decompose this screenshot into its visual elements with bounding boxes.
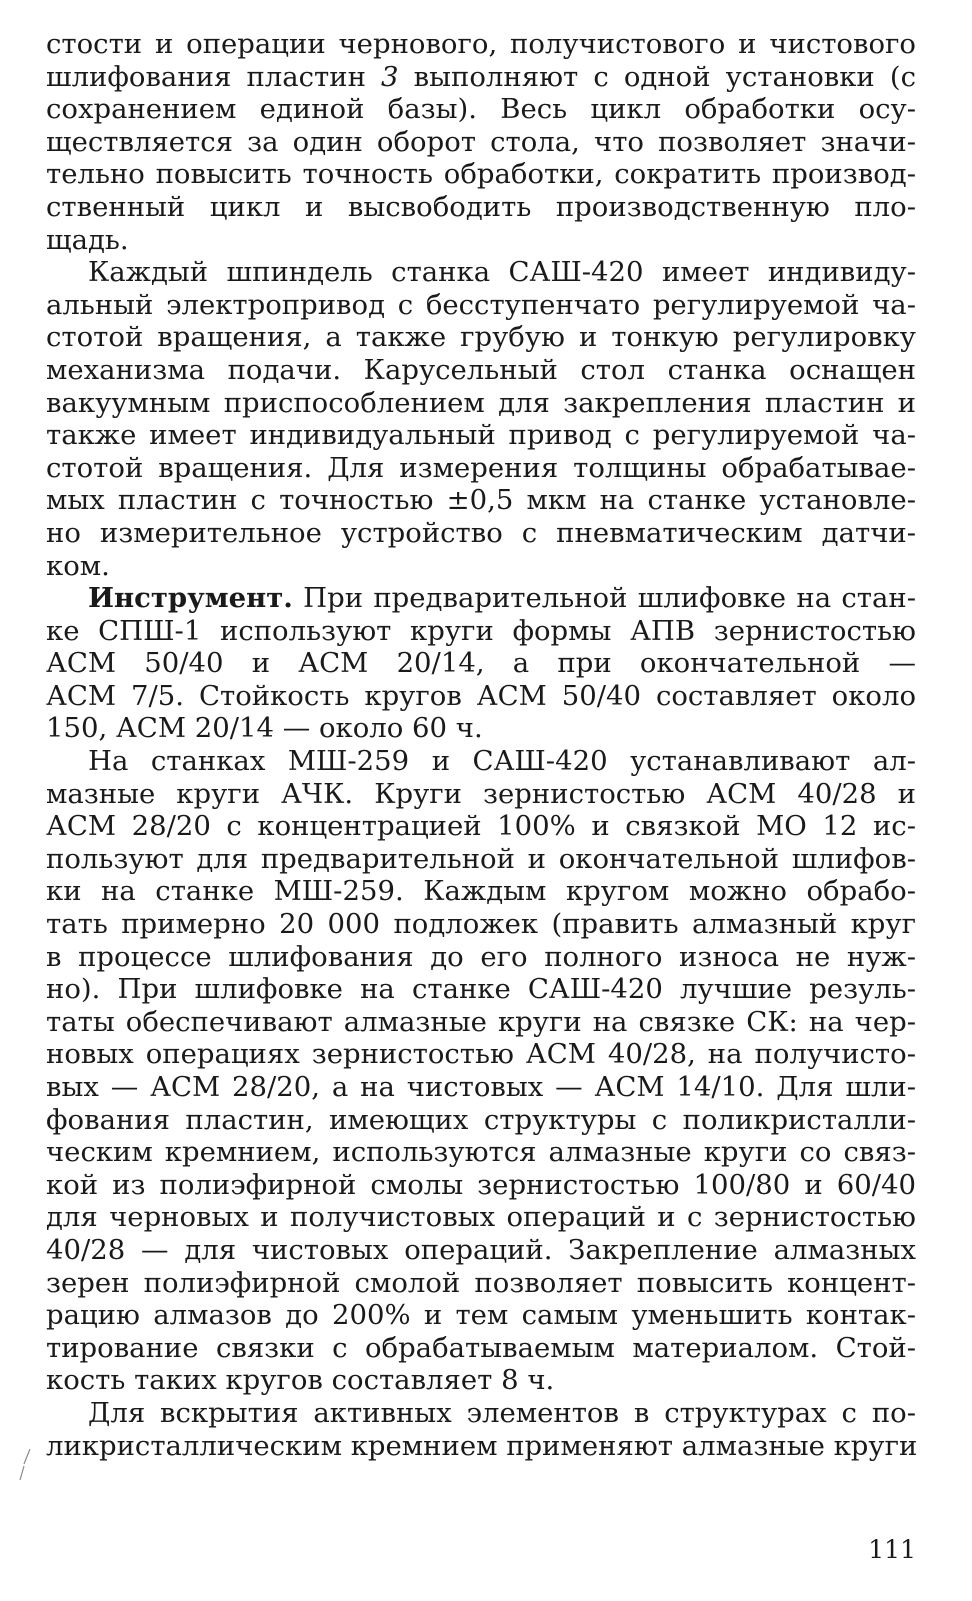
paragraph-2	[46, 256, 916, 582]
text-line: АСМ 50/40 и АСМ 20/14, а при окончательной —	[46, 647, 916, 680]
text-line: тать примерно 20 000 подложек (править алмазный круг	[46, 908, 916, 941]
text-fragment: При предварительной шлифовке на стан-	[292, 582, 916, 615]
text-line: альный электропривод с бесступенчато регулируемой ча-	[46, 288, 916, 321]
text-line: ществляется за один оборот стола, что позволяет значи-	[46, 125, 916, 158]
text-line: На станках МШ-259 и САШ-420 устанавливают ал-	[88, 745, 916, 778]
section-heading: Инструмент.	[88, 582, 293, 615]
text-line: вых — АСМ 28/20, а на чистовых — АСМ 14/10. Для шли-	[46, 1071, 916, 1103]
text-line: пользуют для предварительной и окончательной шлифов-	[46, 842, 916, 875]
text-line: кость таких кругов составляет 8 ч.	[46, 1364, 555, 1397]
text-line: ком.	[46, 549, 110, 582]
text-line	[46, 61, 916, 94]
text-line: ственный цикл и высвободить производственную пло-	[46, 190, 916, 223]
text-line: но измерительное устройство с пневматическим датчи-	[46, 516, 916, 549]
text-line: кой из полиэфирной смолы зернистостью 100/80 и 60/40	[46, 1168, 916, 1201]
text-line: зерен полиэфирной смолой позволяет повысить концент-	[46, 1266, 916, 1299]
paragraph-3	[46, 582, 916, 745]
text-line: ки на станке МШ-259. Каждым кругом можно обрабо-	[46, 875, 916, 908]
margin-pencil-mark	[18, 1448, 32, 1482]
text-line: новых операциях зернистостью АСМ 40/28, на получисто-	[46, 1038, 916, 1071]
text-line: тельно повысить точность обработки, сократить производ-	[46, 158, 916, 191]
page-number: 111	[868, 1535, 916, 1564]
text-line	[46, 582, 916, 615]
text-line: ликристаллическим кремнием применяют алмазные круги	[46, 1429, 918, 1462]
text-line: щадь.	[46, 223, 129, 256]
text-line: но). При шлифовке на станке САШ-420 лучшие резуль-	[46, 973, 916, 1006]
text-line: 40/28 — для чистовых операций. Закрепление алмазных	[46, 1233, 916, 1266]
text-line: в процессе шлифования до его полного износа не нуж-	[46, 940, 916, 973]
text-line: рацию алмазов до 200% и тем самым уменьшить контак-	[46, 1299, 916, 1332]
text-line: мазные круги АЧК. Круги зернистостью АСМ 40/28 и	[46, 777, 916, 810]
page-body	[46, 28, 916, 1462]
text-line: Для вскрытия активных элементов в структурах с по-	[88, 1396, 916, 1429]
paragraph-1	[46, 28, 916, 256]
paragraph-4	[46, 745, 916, 1397]
text-line: также имеет индивидуальный привод с регулируемой ча-	[46, 419, 916, 452]
text-line: Каждый шпиндель станка САШ-420 имеет индивиду-	[88, 256, 916, 289]
text-line: 150, АСМ 20/14 — около 60 ч.	[46, 712, 483, 745]
paragraph-5	[46, 1397, 916, 1462]
text-line: механизма подачи. Карусельный стол станка оснащен	[46, 353, 916, 386]
text-line: ческим кремнием, используются алмазные круги со связ-	[46, 1136, 916, 1169]
text-line: стотой вращения, а также грубую и тонкую регулировку	[46, 321, 916, 354]
text-line: ке СПШ-1 используют круги формы АПВ зернистостью	[46, 614, 916, 647]
text-line: таты обеспечивают алмазные круги на связке СК: на чер-	[46, 1005, 916, 1038]
text-line: стотой вращения. Для измерения толщины обрабатывае-	[46, 451, 916, 484]
text-line: тирование связки с обрабатываемым материалом. Стой-	[46, 1331, 916, 1364]
text-line: стости и операции чернового, получистового и чистового	[46, 28, 916, 60]
text-fragment: шлифования пластин 3 выполняют с одной установки (с	[46, 60, 917, 93]
text-line: АСМ 28/20 с концентрацией 100% и связкой МО 12 ис-	[46, 810, 916, 843]
text-line: АСМ 7/5. Стойкость кругов АСМ 50/40 составляет около	[46, 679, 916, 712]
text-line: мых пластин с точностью ±0,5 мкм на станке установле-	[46, 484, 916, 517]
text-line: вакуумным приспособлением для закрепления пластин и	[46, 386, 916, 419]
figure-reference: 3	[381, 60, 399, 93]
text-line: для черновых и получистовых операций и с зернистостью	[46, 1201, 916, 1234]
text-line: фования пластин, имеющих структуры с поликристалли-	[46, 1103, 916, 1136]
text-line: сохранением единой базы). Весь цикл обработки осу-	[46, 93, 916, 126]
